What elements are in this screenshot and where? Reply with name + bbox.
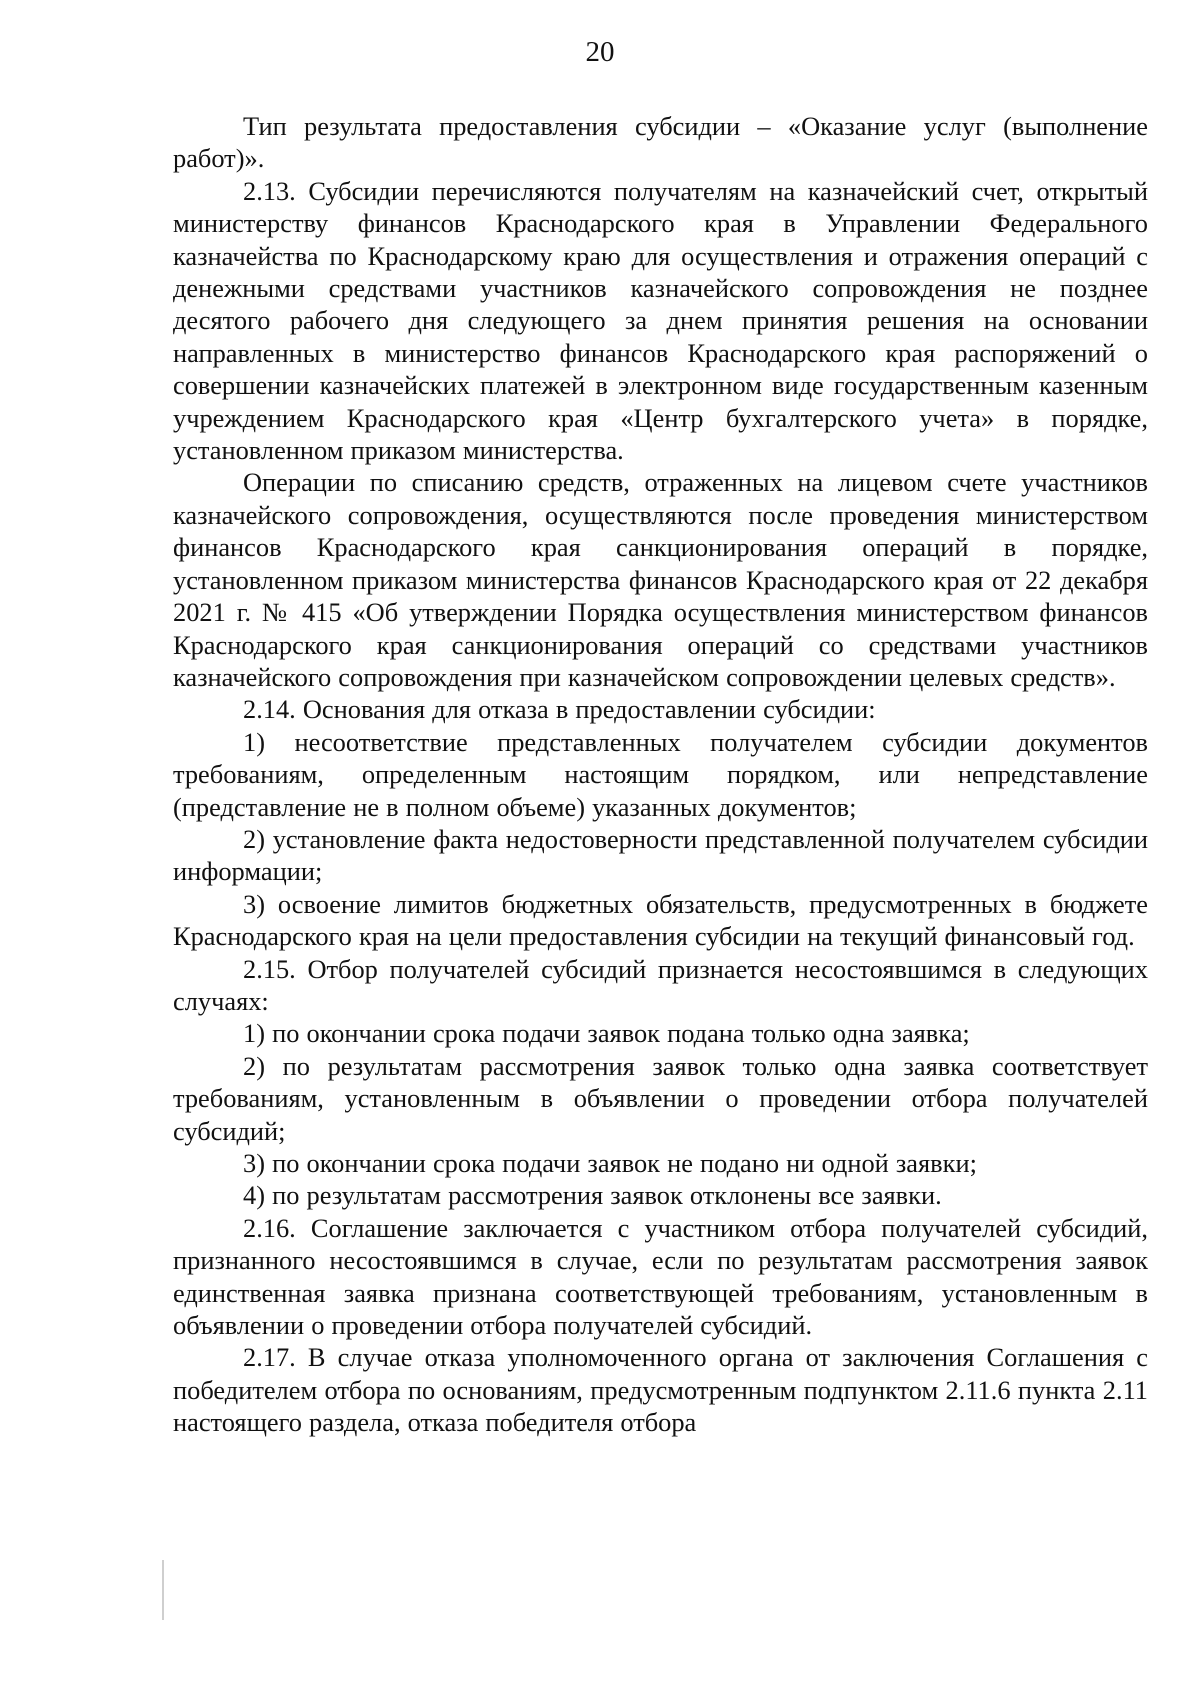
paragraph-2-16: 2.16. Соглашение заключается с участником отбора получателей субсидий, признанного несостоявшимся в случае, если по результатам рассмотрения заявок единственная заявка признана соответствующей требованиям, установленным в объявлении о проведении отбора получателей субсидий. [173, 1212, 1148, 1341]
paragraph-2-15-item-2: 2) по результатам рассмотрения заявок только одна заявка соответствует требованиям, установленным в объявлении о проведении отбора получателей субсидий; [173, 1050, 1148, 1146]
paragraph-2-15-item-1: 1) по окончании срока подачи заявок подана только одна заявка; [243, 1018, 970, 1049]
paragraph-2-14: 2.14. Основания для отказа в предоставлении субсидии: [243, 694, 876, 725]
scan-artifact [162, 1560, 164, 1620]
paragraph-2-14-item-2: 2) установление факта недостоверности представленной получателем субсидии информации; [173, 823, 1148, 887]
paragraph-2-13: 2.13. Субсидии перечисляются получателям на казначейский счет, открытый министерству финансов Краснодарского края в Управлении Федерального казначейства по Краснодарскому краю для осуществления и отражения операций с денежными средствами участников казначейского сопровождения не позднее десятого рабочего дня следующего за днем принятия решения на основании направленных в министерство финансов Краснодарского края распоряжений о совершении казначейских платежей в электронном виде государственным казенным учреждением Краснодарского края «Центр бухгалтерского учета» в порядке, установленном приказом министерства. [173, 175, 1148, 466]
paragraph-result-type: Тип результата предоставления субсидии – «Оказание услуг (выполнение работ)». [173, 111, 1148, 174]
paragraph-2-14-item-3: 3) освоение лимитов бюджетных обязательств, предусмотренных в бюджете Краснодарского края на цели предоставления субсидии на текущий финансовый год. [173, 888, 1148, 952]
document-body [173, 110, 1148, 1439]
page-number: 20 [585, 36, 615, 68]
paragraph-2-15-item-4: 4) по результатам рассмотрения заявок отклонены все заявки. [243, 1180, 942, 1211]
paragraph-write-off-operations: Операции по списанию средств, отраженных на лицевом счете участников казначейского сопровождения, осуществляются после проведения министерством финансов Краснодарского края санкционирования операций в порядке, установленном приказом министерства финансов Краснодарского края от 22 декабря 2021 г. № 415 «Об утверждении Порядка осуществления министерством финансов Краснодарского края санкционирования операций со средствами участников казначейского сопровождения при казначейском сопровождении целевых средств». [173, 467, 1148, 692]
paragraph-2-15-item-3: 3) по окончании срока подачи заявок не подано ни одной заявки; [243, 1148, 977, 1178]
paragraph-2-15: 2.15. Отбор получателей субсидий признается несостоявшимся в следующих случаях: [173, 953, 1148, 1016]
paragraph-2-17: 2.17. В случае отказа уполномоченного органа от заключения Соглашения с победителем отбора по основаниям, предусмотренным подпунктом 2.11.6 пункта 2.11 настоящего раздела, отказа победителя отбора [173, 1342, 1148, 1438]
paragraph-2-14-item-1: 1) несоответствие представленных получателем субсидии документов требованиям, определенным настоящим порядком, или непредставление (представление не в полном объеме) указанных документов; [173, 726, 1148, 822]
